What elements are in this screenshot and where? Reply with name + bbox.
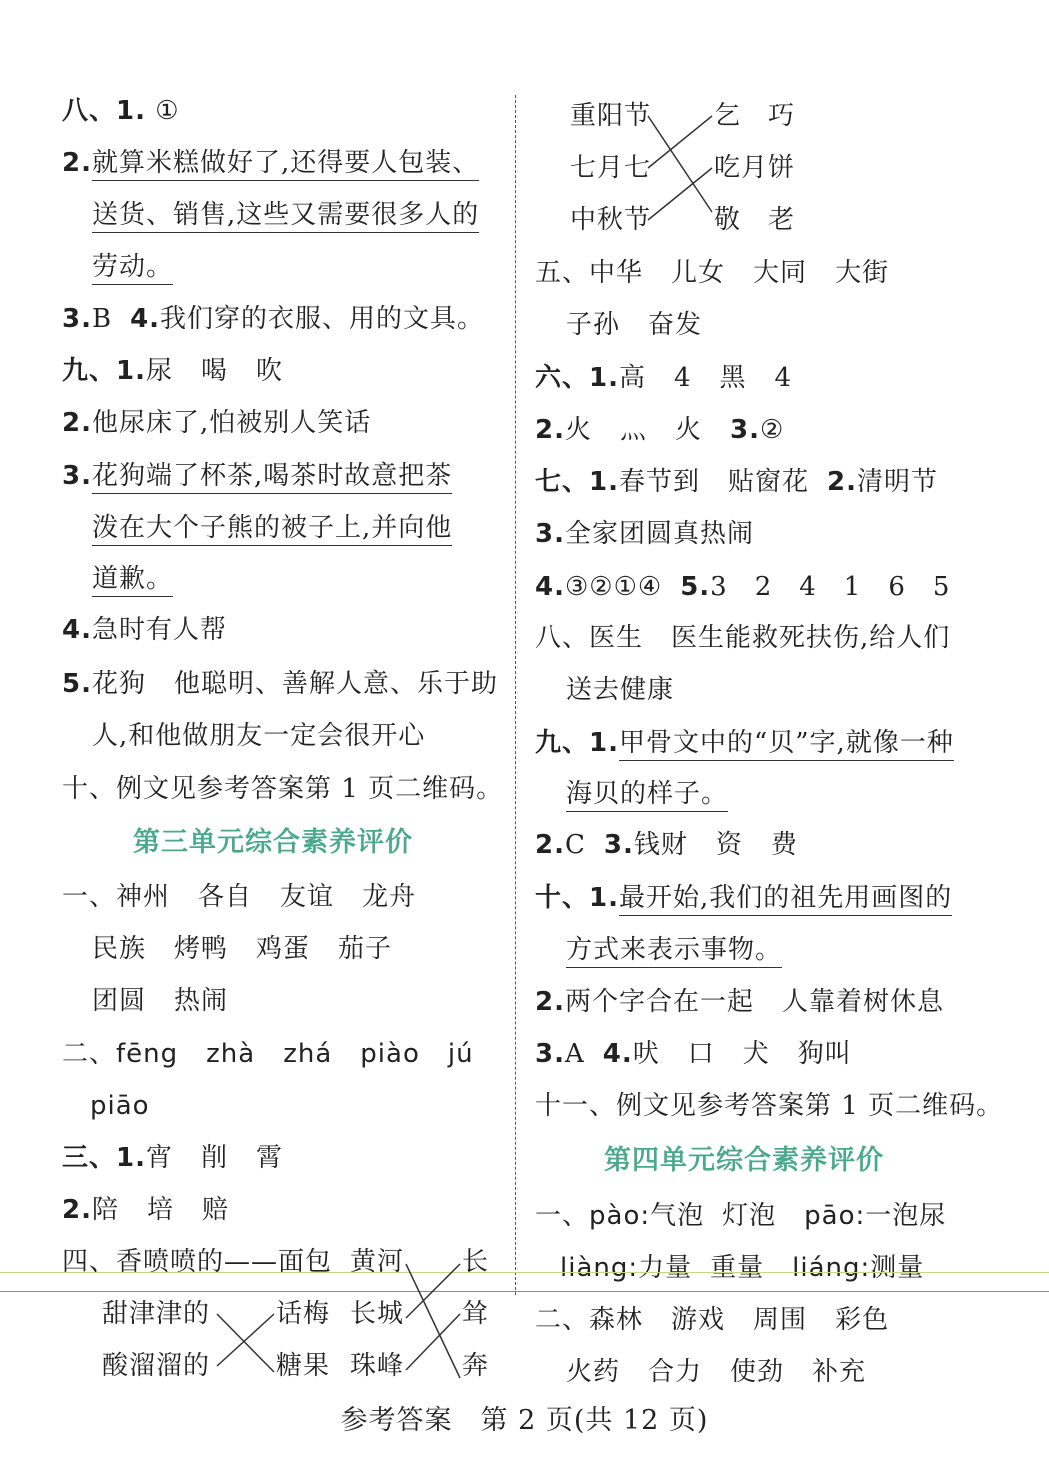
match-word: 糖果 xyxy=(276,1351,331,1381)
answer-text: 团圆 xyxy=(92,986,147,1016)
answer-text: 两个字合在一起 xyxy=(564,987,754,1017)
answer-text: 方式来表示事物。 xyxy=(566,935,782,968)
answer-text: 霄 xyxy=(256,1143,284,1173)
answer-text: 高 xyxy=(618,363,646,393)
match-word: 重阳节 xyxy=(570,101,652,131)
answer-text: 大同 xyxy=(753,258,808,288)
answer-text: 龙舟 xyxy=(362,882,417,912)
match-line xyxy=(406,1264,460,1318)
match-word: 七月七 xyxy=(570,153,652,183)
answer-text: 十、例文见参考答案第 1 页二维码。 xyxy=(62,774,504,804)
answer-text: 资 xyxy=(715,830,743,860)
section-heading: 第三单元综合素养评价 xyxy=(133,827,413,858)
answer-text: 使劲 xyxy=(730,1357,785,1387)
item-number: 2. xyxy=(62,1195,92,1225)
item-number: 四、 xyxy=(62,1247,117,1277)
answer-text: 重量 xyxy=(710,1253,765,1283)
item-number: 4. xyxy=(602,1039,633,1069)
answer-text: 花狗 xyxy=(91,669,146,699)
answer-text: 最开始,我们的祖先用画图的 xyxy=(619,883,952,916)
answer-text: 口 xyxy=(687,1039,715,1069)
answer-text: 花狗端了杯茶,喝茶时故意把茶 xyxy=(92,461,452,494)
item-number: 九、1. xyxy=(535,728,619,758)
answer-text: 鸡蛋 xyxy=(256,934,311,964)
answer-text: 甲骨文中的“贝”字,就像一种 xyxy=(619,728,954,761)
answer-text: 春节到 xyxy=(618,467,700,497)
answer-text: 他聪明、善解人意、乐于助 xyxy=(173,669,498,699)
answer-text: 民族 xyxy=(92,934,147,964)
answer-text: 费 xyxy=(770,830,798,860)
answer-text: B xyxy=(91,304,113,334)
answer-text: 泼在大个子熊的被子上,并向他 xyxy=(92,513,452,546)
item-number: 2. xyxy=(535,987,565,1017)
answer-text: 合力 xyxy=(648,1357,703,1387)
item-number: 一、 xyxy=(535,1201,590,1231)
pinyin-text: jú xyxy=(447,1039,474,1069)
answer-text: 培 xyxy=(146,1195,174,1225)
item-number: 3. xyxy=(535,1039,565,1069)
answer-text: 送货、销售,这些又需要很多人的 xyxy=(92,200,479,233)
match-line xyxy=(648,168,712,220)
answer-text: 灯泡 xyxy=(722,1201,777,1231)
item-number: 3. xyxy=(730,415,760,445)
match-word: 长城 xyxy=(350,1299,405,1329)
answer-text: 劳动。 xyxy=(92,252,173,285)
match-word: 甜津津的 xyxy=(102,1299,211,1329)
match-dash: —— xyxy=(224,1247,279,1277)
item-number: 4. xyxy=(130,304,161,334)
answer-text: 陪 xyxy=(91,1195,119,1225)
answer-text: 3 2 4 1 6 5 xyxy=(710,572,951,602)
item-number: 5. xyxy=(680,572,711,602)
answer-text: 各自 xyxy=(198,882,253,912)
answer-text: 儿女 xyxy=(671,258,726,288)
answer-text: 医生 xyxy=(589,623,644,653)
answer-text: 喝 xyxy=(200,356,228,386)
answer-text: 道歉。 xyxy=(92,564,173,597)
answer-text: 黑 xyxy=(719,363,747,393)
answer-text: 贴窗花 xyxy=(727,467,809,497)
item-number: 一、 xyxy=(62,882,117,912)
match-word: 耸 xyxy=(462,1299,490,1329)
item-number: 六、1. xyxy=(535,363,619,393)
answer-text: 尿 xyxy=(145,356,173,386)
answer-text: 就算米糕做好了,还得要人包装、 xyxy=(92,148,479,181)
match-word: 酸溜溜的 xyxy=(102,1351,211,1381)
answer-text: 犬 xyxy=(742,1039,770,1069)
match-word: 中秋节 xyxy=(570,205,652,235)
item-number: 4. xyxy=(535,572,565,602)
answer-text: 友谊 xyxy=(280,882,335,912)
answer-text: 十一、例文见参考答案第 1 页二维码。 xyxy=(535,1091,1004,1121)
match-word: 敬 老 xyxy=(714,205,796,235)
item-number: 2. xyxy=(62,408,92,438)
item-number: 2. xyxy=(535,415,565,445)
item-number: 4. xyxy=(62,615,92,645)
answer-text: 灬 xyxy=(619,415,647,445)
item-number: 5. xyxy=(62,669,92,699)
answer-text: 急时有人帮 xyxy=(91,615,227,645)
match-word: 奔 xyxy=(462,1351,490,1381)
answer-text: 测量 xyxy=(870,1253,925,1283)
item-number: 2. xyxy=(535,830,565,860)
match-line xyxy=(648,116,712,212)
answer-text: C xyxy=(564,830,586,860)
answer-text: 钱财 xyxy=(633,830,688,860)
pinyin-text: pào: xyxy=(589,1201,651,1231)
answer-text: 补充 xyxy=(812,1357,867,1387)
answer-text: A xyxy=(564,1039,585,1069)
answer-text: 周围 xyxy=(753,1305,808,1335)
item-number: 九、1. xyxy=(62,356,146,386)
answer-text: 削 xyxy=(200,1143,228,1173)
answer-text: 面包 xyxy=(278,1247,333,1277)
answer-text: 赔 xyxy=(202,1195,230,1225)
answer-text: ③②①④ xyxy=(564,572,663,602)
answer-text: 人靠着树休息 xyxy=(781,987,944,1017)
answer-text: 送去健康 xyxy=(566,675,675,705)
answer-text: 火药 xyxy=(566,1357,621,1387)
match-line xyxy=(648,116,712,168)
item-number: 3. xyxy=(535,519,565,549)
answer-text: 狗叫 xyxy=(797,1039,852,1069)
answer-text: 茄子 xyxy=(338,934,393,964)
match-word: 吃月饼 xyxy=(714,153,796,183)
item-number: 3. xyxy=(603,830,634,860)
pinyin-text: fēng xyxy=(116,1039,179,1069)
match-word: 珠峰 xyxy=(350,1351,405,1381)
answer-text: 4 xyxy=(774,363,793,393)
answer-text: 清明节 xyxy=(856,467,938,497)
answer-text: 吹 xyxy=(256,356,284,386)
item-number: 二、 xyxy=(62,1039,117,1069)
match-word: 长 xyxy=(462,1247,490,1277)
answer-text: 奋发 xyxy=(648,310,703,340)
answer-text: 力量 xyxy=(638,1253,693,1283)
answer-text: 一泡尿 xyxy=(865,1201,947,1231)
item-number: 八、 xyxy=(535,623,590,653)
match-word: 黄河 xyxy=(350,1247,405,1277)
item-number: 2. xyxy=(62,148,92,178)
answer-text: 香喷喷的 xyxy=(116,1247,225,1277)
answer-text: 子孙 xyxy=(566,310,621,340)
answer-text: 游戏 xyxy=(671,1305,726,1335)
pinyin-text: liàng: xyxy=(560,1253,639,1283)
answer-text: 医生能救死扶伤,给人们 xyxy=(671,623,951,653)
item-number: 三、1. xyxy=(62,1143,146,1173)
answer-text: 火 xyxy=(564,415,592,445)
answer-text: 烤鸭 xyxy=(174,934,229,964)
match-word: 话梅 xyxy=(276,1299,331,1329)
answer-text: 火 xyxy=(675,415,703,445)
item-number: 3. xyxy=(62,461,92,491)
pinyin-text: piāo xyxy=(90,1091,150,1121)
pinyin-text: liáng: xyxy=(792,1253,871,1283)
answer-text: 他尿床了,怕被别人笑话 xyxy=(91,408,372,438)
item-number: 二、 xyxy=(535,1305,590,1335)
answer-text: 宵 xyxy=(145,1143,173,1173)
pinyin-text: zhà xyxy=(206,1039,256,1069)
answer-text: 海贝的样子。 xyxy=(566,779,728,812)
section-heading: 第四单元综合素养评价 xyxy=(604,1145,884,1176)
pinyin-text: pāo: xyxy=(804,1201,866,1231)
answer-text: ① xyxy=(145,96,180,126)
answer-text: ② xyxy=(759,415,785,445)
answer-text: 中华 xyxy=(589,258,644,288)
answer-text: 我们穿的衣服、用的文具。 xyxy=(160,304,485,334)
answer-text: 大街 xyxy=(835,258,890,288)
answer-text: 全家团圆真热闹 xyxy=(564,519,754,549)
pinyin-text: zhá xyxy=(283,1039,333,1069)
answer-text: 人,和他做朋友一定会很开心 xyxy=(92,721,426,751)
answer-text: 森林 xyxy=(589,1305,644,1335)
answer-text: 气泡 xyxy=(650,1201,705,1231)
item-number: 七、1. xyxy=(535,467,619,497)
answer-text: 彩色 xyxy=(835,1305,890,1335)
answer-text: 热闹 xyxy=(174,986,229,1016)
item-number: 3. xyxy=(62,304,92,334)
item-number: 2. xyxy=(827,467,857,497)
page-footer: 参考答案 第 2 页(共 12 页) xyxy=(340,1405,709,1436)
match-word: 乞 巧 xyxy=(714,101,796,131)
answer-text: 神州 xyxy=(116,882,171,912)
answer-text: 吠 xyxy=(632,1039,660,1069)
item-number: 八、1. xyxy=(62,96,146,126)
item-number: 十、1. xyxy=(535,883,619,913)
answer-text: 4 xyxy=(673,363,692,393)
item-number: 五、 xyxy=(535,258,590,288)
pinyin-text: piào xyxy=(360,1039,420,1069)
